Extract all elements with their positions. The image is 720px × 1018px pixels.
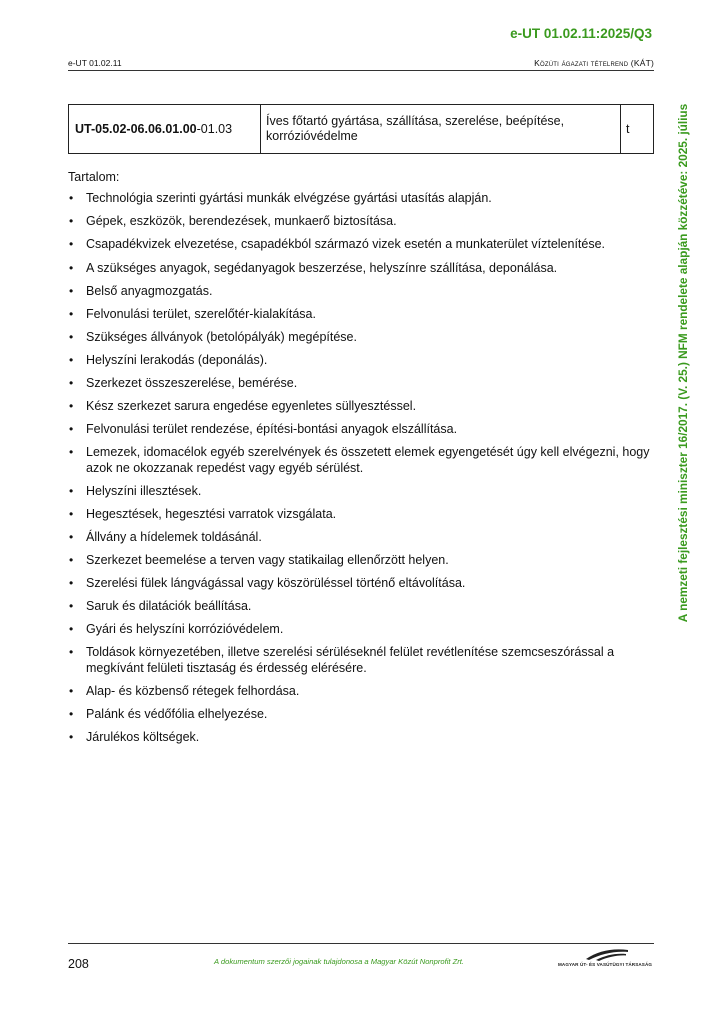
list-item-text: Hegesztések, hegesztési varratok vizsgálata. — [86, 506, 337, 521]
list-item-text: Helyszíni illesztések. — [86, 483, 202, 498]
bullet-icon: • — [69, 283, 74, 298]
list-item — [68, 353, 650, 368]
bullet-icon: • — [69, 729, 74, 744]
running-header — [68, 58, 654, 71]
bullet-icon: • — [69, 237, 74, 252]
list-item — [68, 214, 650, 229]
bullet-icon: • — [69, 506, 74, 521]
list-item — [68, 622, 650, 637]
bullet-icon: • — [69, 260, 74, 275]
header-left: e-UT 01.02.11 — [68, 58, 122, 68]
item-table — [68, 104, 654, 154]
list-item-text: Technológia szerinti gyártási munkák elvégzése gyártási utasítás alapján. — [86, 191, 492, 206]
list-item-text: Saruk és dilatációk beállítása. — [86, 599, 252, 614]
list-item — [68, 507, 650, 522]
list-item — [68, 376, 650, 391]
bullet-icon: • — [69, 622, 74, 637]
page-number: 208 — [68, 957, 89, 971]
header-right: Közúti ágazati tételrend (KÁT) — [534, 58, 654, 68]
bullet-icon: • — [69, 352, 74, 367]
bullet-icon: • — [69, 376, 74, 391]
list-item — [68, 191, 650, 206]
document-code: e-UT 01.02.11:2025/Q3 — [510, 26, 652, 41]
logo-text: MAGYAR ÚT- ÉS VASÚTÜGYI TÁRSASÁG — [557, 962, 653, 967]
logo-swoosh-icon — [556, 946, 654, 962]
side-text: A nemzeti fejlesztési miniszter 16/2017. (V. 25.) NFM rendelete alapján közzétéve: 2025. július — [676, 103, 690, 623]
list-item-text: Lemezek, idomacélok egyéb szerelvények és összetett elemek egyengetését úgy kell elvégezni, hogy azok ne okozzanak repedést vagy egyéb sérülést. — [86, 445, 650, 475]
list-item-text: Palánk és védőfólia elhelyezése. — [86, 706, 268, 721]
bullet-icon: • — [69, 645, 74, 660]
bullet-icon: • — [69, 483, 74, 498]
list-item-text: Csapadékvizek elvezetése, csapadékból származó vizek esetén a munkaterület víztelenítése. — [86, 237, 606, 252]
list-item-text: Szerkezet beemelése a terven vagy statikailag ellenőrzött helyen. — [86, 553, 449, 567]
list-item — [68, 307, 650, 322]
bullet-icon: • — [69, 399, 74, 414]
list-item — [68, 284, 650, 299]
list-item — [68, 261, 650, 276]
list-item — [68, 553, 650, 568]
list-item-text: Szerelési fülek lángvágással vagy köszörüléssel történő eltávolítása. — [86, 576, 466, 591]
society-logo — [556, 946, 654, 970]
bullet-icon: • — [69, 599, 74, 614]
list-item-text: Szerkezet összeszerelése, bemérése. — [86, 376, 298, 391]
list-item-text: Járulékos költségek. — [86, 729, 200, 744]
bullet-icon: • — [69, 576, 74, 591]
list-item — [68, 237, 650, 252]
list-item-text: Gyári és helyszíni korrózióvédelem. — [86, 622, 284, 637]
list-item — [68, 422, 650, 437]
content-section — [68, 170, 650, 753]
list-item — [68, 599, 650, 614]
list-item — [68, 484, 650, 499]
list-item-text: Alap- és közbenső rétegek felhordása. — [86, 683, 300, 698]
list-item-text: Gépek, eszközök, berendezések, munkaerő biztosítása. — [86, 214, 397, 229]
footer-divider — [68, 943, 654, 944]
list-item — [68, 707, 650, 722]
list-item-text: Szükséges állványok (betolópályák) megépítése. — [86, 329, 357, 344]
bullet-icon: • — [69, 553, 74, 567]
list-item-text: Helyszíni lerakodás (deponálás). — [86, 352, 268, 367]
item-unit: t — [621, 105, 654, 154]
list-item-text: Állvány a hídelemek toldásánál. — [86, 529, 262, 544]
item-code-suffix: -01.03 — [196, 122, 233, 136]
list-item-text: Toldások környezetében, illetve szerelési sérüléseknél felület revétlenítése szemcseszórással a megkívánt felületi tisztaság és érdesség elérésére. — [86, 645, 615, 675]
table-row — [69, 105, 654, 154]
copyright-notice: A dokumentum szerzői jogainak tulajdonosa a Magyar Közút Nonprofit Zrt. — [214, 957, 465, 966]
list-item — [68, 730, 650, 745]
bullet-icon: • — [69, 422, 74, 437]
list-item — [68, 576, 650, 591]
bullet-icon: • — [69, 683, 74, 698]
content-list — [68, 191, 650, 745]
content-title: Tartalom: — [68, 170, 120, 184]
item-code-cell — [69, 105, 261, 154]
list-item — [68, 445, 650, 476]
bullet-icon: • — [69, 529, 74, 544]
list-item — [68, 399, 650, 414]
list-item — [68, 330, 650, 345]
list-item-text: Kész szerkezet sarura engedése egyenletes süllyesztéssel. — [86, 399, 417, 414]
list-item — [68, 684, 650, 699]
bullet-icon: • — [69, 706, 74, 721]
bullet-icon: • — [69, 191, 74, 206]
item-description: Íves főtartó gyártása, szállítása, szerelése, beépítése, korrózióvédelme — [261, 105, 621, 154]
bullet-icon: • — [69, 329, 74, 344]
list-item-text: A szükséges anyagok, segédanyagok beszerzése, helyszínre szállítása, deponálása. — [86, 260, 558, 275]
list-item-text: Felvonulási terület, szerelőtér-kialakítása. — [86, 306, 316, 321]
list-item-text: Felvonulási terület rendezése, építési-bontási anyagok elszállítása. — [86, 422, 458, 437]
bullet-icon: • — [69, 306, 74, 321]
list-item — [68, 645, 650, 676]
list-item — [68, 530, 650, 545]
list-item-text: Belső anyagmozgatás. — [86, 283, 213, 298]
item-code-bold: UT-05.02-06.06.01.00 — [75, 122, 197, 136]
bullet-icon: • — [69, 445, 74, 460]
side-publication-note — [674, 98, 692, 628]
bullet-icon: • — [69, 214, 74, 229]
